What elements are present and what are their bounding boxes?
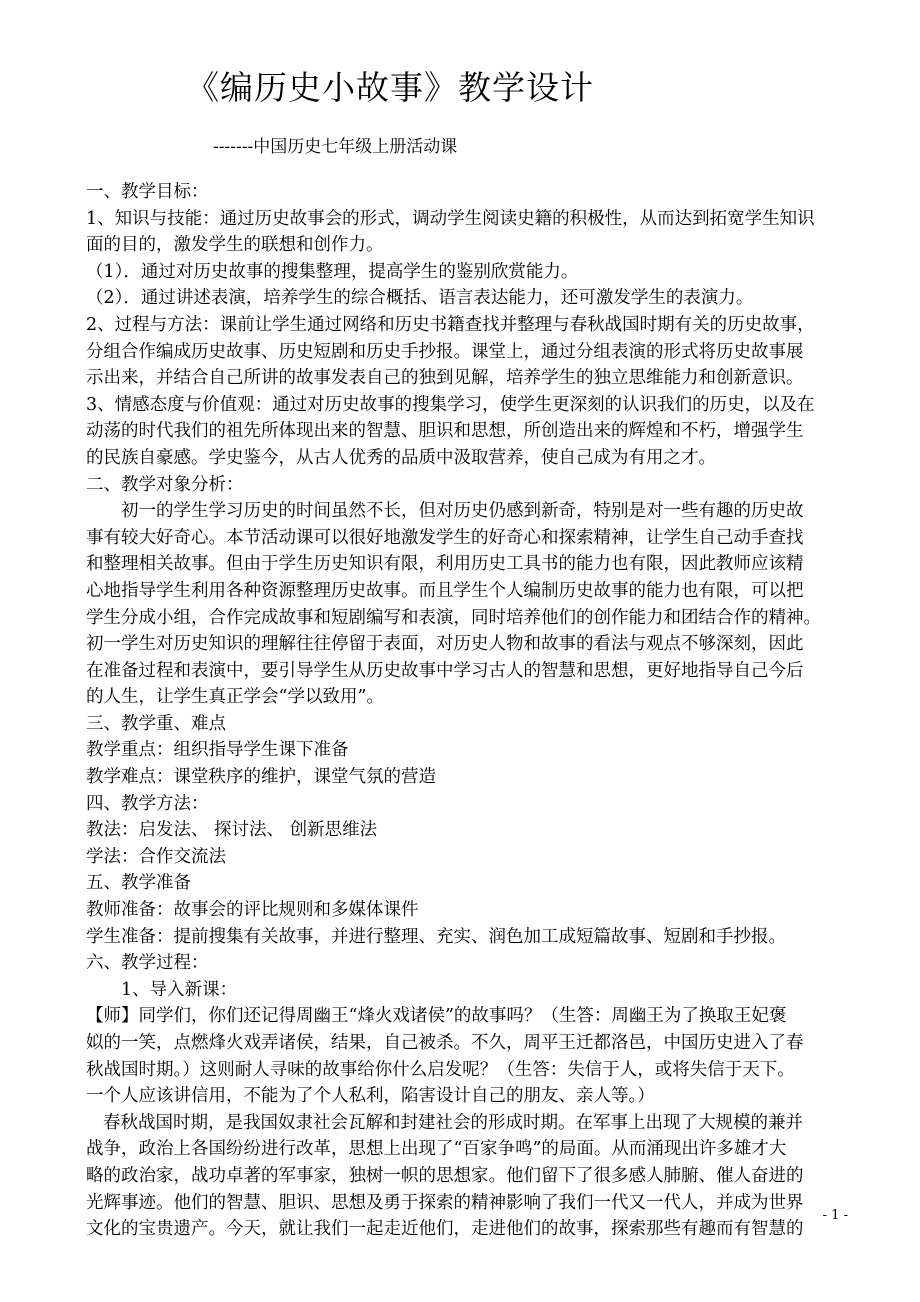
text-line: 教学重点：组织指导学生课下准备 [86,740,349,761]
text-line: 初一学生对历史知识的理解往往停留于表面，对历史人物和故事的看法与观点不够深刻，因此 [86,634,804,655]
text-line: （2）．通过讲述表演，培养学生的综合概括、语言表达能力，还可激发学生的表演力。 [86,288,754,309]
text-line: 示出来，并结合自己所讲的故事发表自己的独到见解，培养学生的独立思维能力和创新意识。 [86,368,804,389]
text-line: 3、情感态度与价值观：通过对历史故事的搜集学习，使学生更深刻的认识我们的历史，以及在 [86,394,815,415]
text-line: 的人生，让学生真正学会“学以致用”。 [86,687,384,708]
section-heading: 二、教学对象分析： [86,474,244,495]
section-heading: 四、教学方法： [86,793,209,814]
text-line: 一个人应该讲信用，不能为了个人私利，陷害设计自己的朋友、亲人等。） [86,1086,655,1107]
text-line: 学生分成小组，合作完成故事和短剧编写和表演，同时培养他们的创作能力和团结合作的精神。 [86,607,821,628]
subsection-heading: 1、导入新课： [121,979,238,1000]
text-line: 初一的学生学习历史的时间虽然不长，但对历史仍感到新奇，特别是对一些有趣的历史故 [121,501,804,522]
text-line: 秋战国时期。）这则耐人寻味的故事给你什么启发呢？（生答：失信于人，或将失信于天下。 [86,1059,795,1080]
text-line: 在准备过程和表演中，要引导学生从历史故事中学习古人的智慧和思想，更好地指导自己今后 [86,660,804,681]
text-line: 略的政治家，战功卓著的军事家，独树一帜的思想家。他们留下了很多感人肺腑、催人奋进的 [86,1165,804,1186]
section-heading: 五、教学准备 [86,873,191,894]
document-title: 《编历史小故事》教学设计 [186,68,594,107]
text-line: 战争，政治上各国纷纷进行改革，思想上出现了“百家争鸣”的局面。从而涌现出许多雄才大 [86,1139,787,1160]
text-line: 面的目的，激发学生的联想和创作力。 [86,235,384,256]
text-line: 事有较大好奇心。本节活动课可以很好地激发学生的好奇心和探索精神，让学生自己动手查找 [86,527,804,548]
page-number: - 1 - [822,1208,848,1223]
text-line: 姒的一笑，点燃烽火戏弄诸侯，结果，自己被杀。不久，周平王迁都洛邑，中国历史进入了春 [86,1033,804,1053]
text-line: 文化的宝贵遗产。今天，就让我们一起走近他们，走进他们的故事，探索那些有趣而有智慧的 [86,1219,804,1240]
text-line: 和整理相关故事。但由于学生历史知识有限，利用历史工具书的能力也有限，因此教师应该精 [86,554,804,575]
text-line: 的民族自豪感。学史鉴今，从古人优秀的品质中汲取营养，使自己成为有用之才。 [86,447,716,468]
section-heading: 一、教学目标： [86,182,209,202]
text-line: 动荡的时代我们的祖先所体现出来的智慧、胆识和思想，所创造出来的辉煌和不朽，增强学生 [86,421,804,442]
section-heading: 六、教学过程： [86,953,209,974]
text-line: 学法：合作交流法 [86,846,226,867]
text-line: 光辉事迹。他们的智慧、胆识、思想及勇于探索的精神影响了我们一代又一代人，并成为世界 [86,1192,804,1213]
document-subtitle: -------中国历史七年级上册活动课 [213,137,458,157]
text-line: 学生准备：提前搜集有关故事，并进行整理、充实、润色加工成短篇故事、短剧和手抄报。 [86,926,786,947]
text-line: （1）．通过对历史故事的搜集整理，提高学生的鉴别欣赏能力。 [86,261,579,282]
section-heading: 三、教学重、难点 [86,713,226,734]
text-line: 教法：启发法、 探讨法、 创新思维法 [86,820,378,841]
text-line: 2、过程与方法：课前让学生通过网络和历史书籍查找并整理与春秋战国时期有关的历史故事， [86,314,815,335]
document-body [86,179,846,1243]
text-line: 教师准备：故事会的评比规则和多媒体课件 [86,900,419,921]
text-line: 春秋战国时期，是我国奴隶社会瓦解和封建社会的形成时期。在军事上出现了大规模的兼并 [103,1112,803,1133]
text-line: 心地指导学生利用各种资源整理历史故事。而且学生个人编制历史故事的能力也有限，可以把 [86,580,804,601]
text-line: 【师】同学们，你们还记得周幽王“烽火戏诸侯”的故事吗？（生答：周幽王为了换取王妃褒 [86,1006,787,1027]
text-line: 1、知识与技能：通过历史故事会的形式，调动学生阅读史籍的积极性，从而达到拓宽学生知识 [86,208,815,229]
text-line: 分组合作编成历史故事、历史短剧和历史手抄报。课堂上，通过分组表演的形式将历史故事展 [86,341,804,362]
text-line: 教学难点：课堂秩序的维护，课堂气氛的营造 [86,767,436,788]
